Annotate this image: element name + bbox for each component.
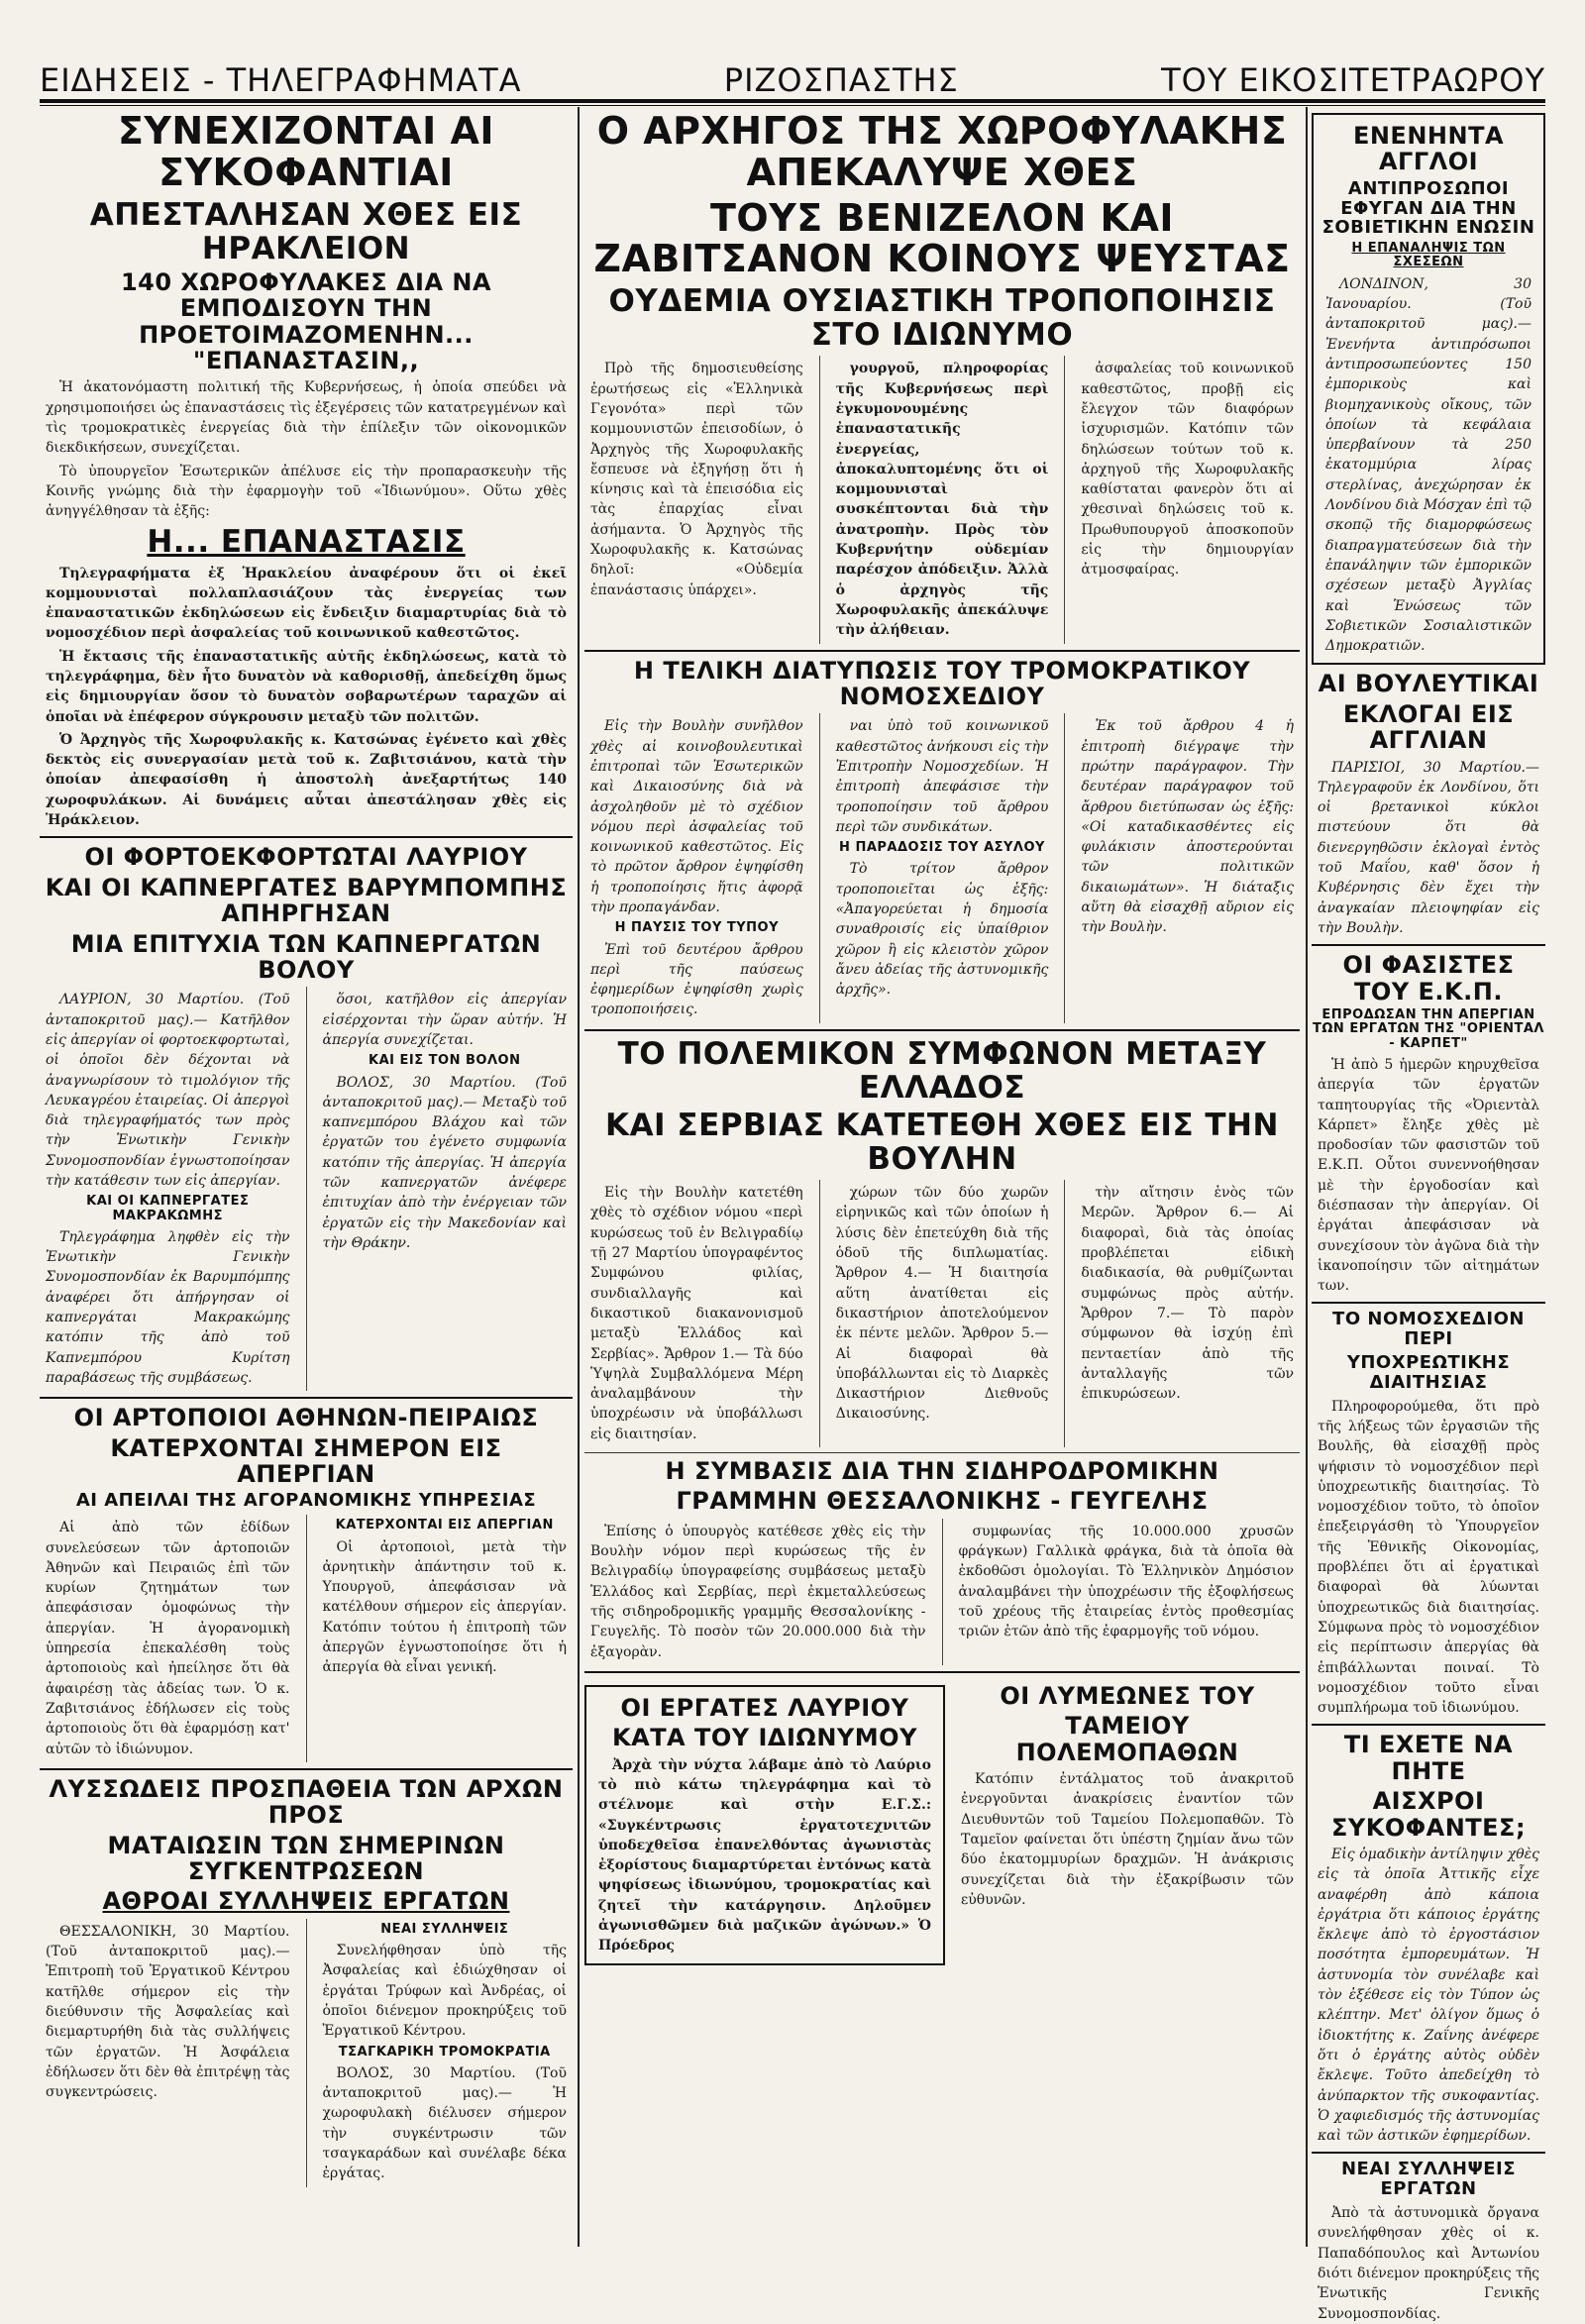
article-text: Ἡ ἀκατονόμαστη πολιτική τῆς Κυβερνήσεως, ἡ ὁποία σπεύδει νὰ χρησιμοποιήσει ὡς ἐπαναστάσεις τὶς ἐξεγέρσεις τῶν κατατρεγμένων καὶ τὶς τρομοκρατικὲς ἐνεργείας διὰ τὴν ἐπίλεξιν τῶν οἰκονομικῶν διεκδικήσεων, συνεχίζεται. xyxy=(46,379,567,457)
article-text: Τηλεγραφήματα ἐξ Ἡρακλείου ἀναφέρουν ὅτι οἱ ἐκεῖ κομμουνισταὶ πολλαπλασιάζουν τὰς ἐνεργείας των ἐπαναστατικῶν ἐκδηλώσεων εἰς ἔνδειξιν διαμαρτυρίας διὰ τὸ νομοσχέδιον περὶ ἀσφαλείας τοῦ κοινωνικοῦ καθεστῶτος. xyxy=(46,565,567,642)
separator xyxy=(40,1397,573,1399)
headline: Η ΤΕΛΙΚΗ ΔΙΑΤΥΠΩΣΙΣ ΤΟΥ ΤΡΟΜΟΚΡΑΤΙΚΟΥ ΝΟΜΟΣΧΕΔΙΟΥ xyxy=(633,656,1251,710)
column-center xyxy=(584,107,1300,2247)
separator xyxy=(1312,944,1545,946)
article-text: Τὸ ὑπουργεῖον Ἐσωτερικῶν ἀπέλυσε εἰς τὴν προπαρασκευὴν τῆς Κοινῆς γνώμης διὰ τὴν ἐφαρμογὴν τοῦ «Ἰδιωνύμου». Οὕτω χθὲς ἀνηγγέλθησαν τὰ ἑξῆς: xyxy=(46,463,567,520)
newspaper-name: ΡΙΖΟΣΠΑΣΤΗΣ xyxy=(723,61,959,99)
article-arrests xyxy=(40,1776,573,2187)
headline: ΚΑΙ ΟΙ ΚΑΠΝΕΡΓΑΤΕΣ ΒΑΡΥΜΠΟΜΠΗΣ ΑΠΗΡΓΗΣΑΝ xyxy=(45,873,568,928)
headline: ΛΥΣΣΩΔΕΙΣ ΠΡΟΣΠΑΘΕΙΑ ΤΩΝ ΑΡΧΩΝ ΠΡΟΣ xyxy=(49,1774,564,1830)
headline: ΟΙ ΦΟΡΤΟΕΚΦΟΡΤΩΤΑΙ ΛΑΥΡΙΟΥ xyxy=(84,843,528,872)
subheadline: ΜΙΑ ΕΠΙΤΥΧΙΑ ΤΩΝ ΚΑΠΝΕΡΓΑΤΩΝ ΒΟΛΟΥ xyxy=(70,929,542,984)
subheadline: ΟΥΔΕΜΙΑ ΟΥΣΙΑΣΤΙΚΗ ΤΡΟΠΟΠΟΙΗΣΙΣ ΣΤΟ ΙΔΙΩΝΥΜΟ xyxy=(608,283,1276,354)
subheadline: ΑΙ ΑΠΕΙΛΑΙ ΤΗΣ ΑΓΟΡΑΝΟΜΙΚΗΣ ΥΠΗΡΕΣΙΑΣ xyxy=(75,1490,537,1512)
headline: ΑΙ ΒΟΥΛΕΥΤΙΚΑΙ xyxy=(1318,670,1539,698)
article-text: Εἰς τὴν Βουλὴν συνῆλθον χθὲς αἱ κοινοβουλευτικαὶ ἐπιτροπαὶ τῶν Ἐσωτερικῶν καὶ Δικαιοσύνης διὰ νὰ ἀσχοληθοῦν μὲ τὸ σχέδιον νόμου περὶ ἀσφαλείας τοῦ κοινωνικοῦ καθεστῶτος. Εἰς τὸ πρῶτον ἄρθρον ἐψηφίσθη ἡ τροποποίησις ἥτις ἀφορᾷ τὴν προπαγάνδαν. xyxy=(590,718,803,915)
section-heading: ΤΣΑΓΚΑΡΙΚΗ ΤΡΟΜΟΚΡΑΤΙΑ xyxy=(338,2044,551,2060)
subheadline: ΕΠΡΟΔΩΣΑΝ ΤΗΝ ΑΠΕΡΓΙΑΝ ΤΩΝ ΕΡΓΑΤΩΝ ΤΗΣ "ΟΡΙΕΝΤΑΛ - ΚΑΡΠΕΤ" xyxy=(1313,1007,1544,1051)
separator xyxy=(1312,1302,1545,1304)
subheadline: Η ΕΠΑΝΑΛΗΨΙΣ ΤΩΝ ΣΧΕΣΕΩΝ xyxy=(1351,241,1506,270)
article-text: ΛΑΥΡΙΟΝ, 30 Μαρτίου. (Τοῦ ἀνταποκριτοῦ μας).— Κατῆλθον εἰς ἀπεργίαν οἱ φορτοεκφορτωταὶ, οἱ ὁποῖοι δὲν δέχονται νὰ ἀναγνωρίσουν τὸ τιμολόγιον τῆς Λευκαγρέου ἐταιρείας. Οἱ ἀπεργοὶ διὰ τηλεγραφήματός των πρὸς τὴν Ἑνωτικὴν Γενικὴν Συνομοσπονδίαν ἐγνωστοποίησαν τὴν κατάθεσιν των εἰς ἀπεργίαν. xyxy=(46,992,290,1189)
article-text: ἀσφαλείας τοῦ κοινωνικοῦ καθεστῶτος, προβῇ εἰς ἔλεγχον τῶν διαφόρων ἰσχυρισμῶν. Κατόπιν τῶν δηλώσεων τούτων τοῦ κ. ἀρχηγοῦ τῆς Χωροφυλακῆς καθίσταται φανερὸν ὅτι αἱ χθεσιναὶ δηλώσεις τοῦ κ. Πρωθυπουργοῦ ἀποσκοποῦν εἰς τὴν δημιουργίαν ἀτμοσφαίρας. xyxy=(1081,361,1295,579)
article-text: Πρὸ τῆς δημοσιευθείσης ἐρωτήσεως εἰς «Ἑλληνικὰ Γεγονότα» περὶ τῶν κομμουνιστῶν ἐπεισοδίων, ὁ Ἀρχηγὸς τῆς Χωροφυλακῆς ἔσπευσε νὰ ἐξηγήσῃ ὅτι ἡ κίνησις καὶ τὰ ἐπεισόδια εἰς τὰς ἐπαρχίας εἶναι ἀσήμαντα. Ὁ Ἀρχηγὸς τῆς Χωροφυλακῆς κ. Κατσώνας δηλοῖ: «Οὐδεμία ἐπανάστασις ὑπάρχει». xyxy=(590,361,803,598)
headline: ΝΕΑΙ ΣΥΛΛΗΨΕΙΣ ΕΡΓΑΤΩΝ xyxy=(1340,2159,1517,2200)
article-lavrio-workers xyxy=(584,1685,945,1965)
article-war-fund xyxy=(955,1679,1300,1971)
article-text: χώρων τῶν δύο χωρῶν εἰρηνικῶς καὶ τῶν ὁποίων ἡ λύσις δὲν ἐπετεύχθη διὰ τῆς ὁδοῦ τῆς διπλωματίας. Ἄρθρον 4.— Ἡ διαιτησία αὕτη ἀνατίθεται εἰς δικαστήριον ἀποτελούμενον ἐκ πέντε μελῶν. Ἄρθρον 5.— Αἱ διαφοραὶ θὰ ὑποβάλλωνται εἰς τὸ Διαρκὲς Δικαστήριον Διεθνοῦς Δικαιοσύνης. xyxy=(835,1185,1049,1423)
article-police-chief xyxy=(584,111,1300,644)
headline: ΑΠΕΣΤΑΛΗΣΑΝ ΧΘΕΣ ΕΙΣ ΗΡΑΚΛΕΙΟΝ xyxy=(89,196,523,266)
section-subtitle: ΤΟΥ ΕΙΚΟΣΙΤΕΤΡΑΩΡΟΥ xyxy=(1161,61,1545,99)
article-text: τὴν αἴτησιν ἑνὸς τῶν Μερῶν. Ἄρθρον 6.— Αἱ διαφοραὶ, διὰ τὰς ὁποίας προβλέπεται εἰδικὴ διαδικασία, θὰ ρυθμίζωνται συμφώνως πρὸς αὐτήν. Ἄρθρον 7.— Τὸ παρὸν σύμφωνον θὰ ἰσχύῃ ἐπὶ πενταετίαν ἀπὸ τῆς ἀνταλλαγῆς τῶν ἐπικυρώσεων. xyxy=(1081,1185,1295,1403)
article-bill-final xyxy=(584,658,1300,1023)
article-text: Κατόπιν ἐντάλματος τοῦ ἀνακριτοῦ ἐνεργοῦνται ἀνακρίσεις ἐναντίον τῶν Διευθυντῶν τοῦ Ταμείου Πολεμοπαθῶν. Τὸ Ταμεῖον φαίνεται ὅτι ὑπέστη ζημίαν ἄνω τῶν δύο ἑκατομμυρίων δραχμῶν. Ἡ ἀνάκρισις συνεχίζεται διὰ τὴν ἐξακρίβωσιν τῶν εὐθυνῶν. xyxy=(961,1771,1294,1908)
article-text: ΠΑΡΙΣΙΟΙ, 30 Μαρτίου.— Τηλεγραφοῦν ἐκ Λονδίνου, ὅτι οἱ βρετανικοὶ κύκλοι πιστεύουν ὅτι θὰ διενεργηθῶσιν ἐκλογαὶ ἐντὸς τοῦ Μαΐου, καθ' ὅσον ἡ Κυβέρνησις δὲν ἔχει τὴν ἀναγκαίαν πλειοψηφίαν εἰς τὴν Βουλὴν. xyxy=(1318,759,1539,936)
separator xyxy=(584,1029,1300,1031)
headline: ΣΥΝΕΧΙΖΟΝΤΑΙ ΑΙ ΣΥΚΟΦΑΝΤΙΑΙ xyxy=(117,109,495,194)
article-text: Πληροφορούμεθα, ὅτι πρὸ τῆς λήξεως τῶν ἐργασιῶν τῆς Βουλῆς, θὰ εἰσαχθῇ πρὸς ψήφισιν τὸ νομοσχέδιον περὶ ὑποχρεωτικῆς διαιτησίας. Τὸ νομοσχέδιον τοῦτο, τὸ ὁποῖον ἐπεξειργάσθη τὸ Ὑπουργεῖον τῆς Ἐθνικῆς Οἰκονομίας, προβλέπει ὅτι αἱ ἐργατικαὶ διαφοραὶ θὰ λύωνται ὑποχρεωτικῶς διὰ διαιτησίας. Σύμφωνα πρὸς τὸ νομοσχέδιον εἰς περίπτωσιν ἀπεργίας θὰ ἐπιβάλλωνται ποιναί. Τὸ νομοσχέδιον τοῦτο εἶναι συμπλήρωμα τοῦ ἰδιωνύμου. xyxy=(1318,1398,1539,1717)
article-sykofantiai xyxy=(40,111,573,521)
headline: ΜΑΤΑΙΩΣΙΝ ΤΩΝ ΣΗΜΕΡΙΝΩΝ ΣΥΓΚΕΝΤΡΩΣΕΩΝ xyxy=(107,1831,505,1885)
article-uk-elections xyxy=(1312,671,1545,938)
article-text: γουργοῦ, πληροφορίας τῆς Κυβερνήσεως περὶ ἐγκυμονουμένης ἐπαναστατικῆς ἐνεργείας, ἀποκαλυπτομένης ὅτι οἱ κομμουνισταὶ συσκέπτονται διὰ τὴν ἀνατροπὴν. Πρὸς τὸν Κυβερνήτην οὐδεμίαν παρέσχον ἀπόδειξιν. Ἀλλὰ ὁ ἀρχηγὸς τῆς Χωροφυλακῆς ἀπεκάλυψε τὴν ἀλήθειαν. xyxy=(835,361,1049,639)
article-text: Ἐπίσης ὁ ὑπουργὸς κατέθεσε χθὲς εἰς τὴν Βουλὴν νόμον περὶ κυρώσεως τῆς ἐν Βελιγραδίῳ ὑπογραφείσης συμβάσεως μεταξὺ Ἑλλάδος καὶ Σερβίας, περὶ ἐκμεταλλεύσεως τῆς σιδηροδρομικῆς γραμμῆς Θεσσαλονίκης - Γευγελῆς. Τὸ ποσὸν τῶν 20.000.000 διὰ τὴν ἐξαγορὰν. xyxy=(590,1523,926,1660)
headline: ΚΑΤΑ ΤΟΥ ΙΔΙΩΝΥΜΟΥ xyxy=(612,1724,917,1752)
headline: ΤΑΜΕΙΟΥ ΠΟΛΕΜΟΠΑΘΩΝ xyxy=(1015,1712,1239,1766)
headline: ΕΚΛΟΓΑΙ ΕΙΣ ΑΓΓΛΙΑΝ xyxy=(1342,699,1515,755)
section-heading: ΚΑΙ ΟΙ ΚΑΠΝΕΡΓΑΤΕΣ ΜΑΚΡΑΚΩΜΗΣ xyxy=(86,1194,250,1223)
headline: ΕΝΕΝΗΝΤΑ ΑΓΓΛΟΙ xyxy=(1352,122,1505,176)
headline: ΟΙ ΕΡΓΑΤΕΣ ΛΑΥΡΙΟΥ xyxy=(620,1693,909,1722)
section-heading: ΝΕΑΙ ΣΥΛΛΗΨΕΙΣ xyxy=(380,1921,509,1937)
headline: Η ΣΥΜΒΑΣΙΣ ΔΙΑ ΤΗΝ ΣΙΔΗΡΟΔΡΟΜΙΚΗΝ xyxy=(665,1457,1219,1485)
masthead-rule xyxy=(40,99,1545,103)
article-text: Ἡ ἔκτασις τῆς ἐπαναστατικῆς αὐτῆς ἐκδηλώσεως, κατὰ τὸ τηλεγράφημα, δὲν ἦτο δυνατὸν νὰ καθορισθῇ, ἀπεδείχθη ὅμως εἰς δημιουργίαν ὅσον τὸ δυνατὸν σοβαρωτέρων ταραχῶν αἱ ὁποῖαι νὰ ἐπέφερον σύγκρουσιν μεταξὺ τῶν πολιτῶν. xyxy=(46,648,567,725)
article-text: Τὸ τρίτον ἄρθρον τροποποιεῖται ὡς ἑξῆς: «Ἀπαγορεύεται ἡ δημοσία συναθροισίς εἰς ὑπαίθριον χῶρον ἢ εἰς κλειστὸν χῶρον ἄνευ ἀδείας τῆς ἀστυνομικῆς ἀρχῆς». xyxy=(835,861,1049,999)
subheadline: 140 ΧΩΡΟΦΥΛΑΚΕΣ ΔΙΑ ΝΑ ΕΜΠΟΔΙΣΟΥΝ ΤΗΝ ΠΡΟΕΤΟΙΜΑΖΟΜΕΝΗΝ... "ΕΠΑΝΑΣΤΑΣΙΝ,, xyxy=(120,267,492,374)
section-heading: ΚΑΤΕΡΧΟΝΤΑΙ ΕΙΣ ΑΠΕΡΓΙΑΝ xyxy=(335,1518,554,1533)
article-slanderers xyxy=(1312,1732,1545,2146)
separator xyxy=(584,1452,1300,1453)
article-text: ναι ὑπὸ τοῦ κοινωνικοῦ καθεστῶτος ἀνήκουσι εἰς τὴν Ἐπιτροπὴν Νομοσχεδίων. Ἡ ἐπιτροπὴ ἀπεφάσισε τὴν τροποποίησιν τοῦ ἄρθρου περὶ τῶν συνδικάτων. xyxy=(835,718,1049,835)
separator xyxy=(584,650,1300,652)
column-divider xyxy=(578,107,580,2247)
subheadline: ΑΘΡΟΑΙ ΣΥΛΛΗΨΕΙΣ ΕΡΓΑΤΩΝ xyxy=(102,1887,510,1916)
article-text: Ἀρχὰ τὴν νύχτα λάβαμε ἀπὸ τὸ Λαύριο τὸ πιὸ κάτω τηλεγράφημα καὶ τὸ στέλνομε καὶ στὴν Ε.Γ.Σ.: «Συγκέντρωσις ἐργατοτεχνιτῶν ὑποδεχθεῖσα ἐπανελθόντας ἀγωνιστὰς ἐξορίστους διαμαρτύρεται ἐντόνως κατὰ ψηφίσεως ἰδιωνύμου, τρομοκρατίας καὶ ζητεῖ τὴν κατάργησιν. Δηλοῦμεν ἀγωνισθῶμεν διὰ μαζικῶν ἀγώνων.» Ὁ Πρόεδρος xyxy=(598,1756,931,1954)
article-text: Εἰς ὁμαδικὴν ἀντίληψιν χθὲς εἰς τὰ ὁποῖα Ἀττικῆς εἶχε αναφέρθη ἀπὸ κάποια ἐργάτρια ὅτι κάποιος ἐργάτης ἔκλεψε ἀπὸ τὸ ἐργοστάσιον ποσότητα ἐμπορευμάτων. Ἡ ἀστυνομία τὸν συνέλαβε καὶ τὸν ἐξέθεσε εἰς τὸν Τύπον ὡς κλέπτην. Μετ' ὀλίγον ὅμως ὁ ἰδιοκτήτης κ. Ζαΐνης ἀνέφερε ὅτι ὁ ἐργάτης αὐτὸς οὐδὲν ἔκλεψε. Τοῦτο ἀπεδείχθη τὸ ἀνύπαρκτον τῆς συκοφαντίας. Ὁ χαφιεδισμός τῆς ἀστυνομίας καὶ τῶν ἀστικῶν ἐφημερίδων. xyxy=(1318,1846,1539,2145)
article-arbitration-bill xyxy=(1312,1310,1545,1718)
article-text: Ἡ ἀπὸ 5 ἡμερῶν κηρυχθεῖσα ἀπεργία τῶν ἐργατῶν ταπητουργίας τῆς «Ὀριεντὰλ Κάρπετ» ἔληξε χθὲς μὲ προδοσίαν τῶν φασιστῶν τοῦ Ε.Κ.Π. Οὗτοι συνεννοήθησαν μὲ τὴν ἐργοδοσίαν καὶ διέσπασαν τὴν ἀπεργίαν. Οἱ ἐργάται ἀπεφάσισαν νὰ συνεχίσουν τὸν ἀγῶνα διὰ τὴν ἱκανοποίησιν τῶν αἰτημάτων των. xyxy=(1318,1056,1539,1295)
article-text: ΛΟΝΔΙΝΟΝ, 30 Ἰανουαρίου. (Τοῦ ἀνταποκριτοῦ μας).— Ἐνενήντα ἀντιπρόσωποι ἀντιπροσωπεύοντες 150 ἐμπορικοὺς καὶ βιομηχανικοὺς οἴκους, τῶν ὁποίων τὰ κεφάλαια ὑπερβαίνουν τὰ 250 ἑκατομμύρια λίρας στερλίνας, ἀνεχώρησαν ἐκ Λονδίνου διὰ Μόσχαν ἐπὶ τῷ σκοπῷ τῆς διαμορφώσεως διαπραγματεύσεων διὰ τὴν ἐπανάληψιν τῶν ἐμπορικῶν σχέσεων μεταξὺ Ἀγγλίας καὶ Ἑνώσεως τῶν Σοβιετικῶν Σοσιαλιστικῶν Δημοκρατιῶν. xyxy=(1325,275,1532,655)
section-heading: Η ΠΑΥΣΙΣ ΤΟΥ ΤΥΠΟΥ xyxy=(614,920,780,936)
section-heading: Η ΠΑΡΑΔΟΣΙΣ ΤΟΥ ΑΣΥΛΟΥ xyxy=(839,840,1045,856)
article-text: ΘΕΣΣΑΛΟΝΙΚΗ, 30 Μαρτίου. (Τοῦ ἀνταποκριτοῦ μας).— Ἐπιτροπὴ τοῦ Ἐργατικοῦ Κέντρου κατῆλθε σήμερον εἰς τὴν διεύθυνσιν τῆς Ἀσφαλείας καὶ διεμαρτυρήθη διὰ τὰς συλλήψεις τῶν ἐργατῶν. Ἡ Ἀσφάλεια ἐδήλωσεν ὅτι δὲν θὰ ἐπιτρέψῃ τὰς συγκεντρώσεις. xyxy=(46,1923,290,2101)
article-text: συμφωνίας τῆς 10.000.000 χρυσῶν φράγκων) Γαλλικὰ φράγκα, διὰ τὰ ὁποῖα θὰ ἐκδοθῶσι ὁμολογίαι. Τὸ Ἑλληνικὸν Δημόσιον ἀναλαμβάνει τὴν ὑποχρέωσιν τῆς ἐξοφλήσεως τοῦ χρέους τῆς ἑταιρείας ἐντὸς προθεσμίας τριῶν ἐτῶν ἀπὸ τῆς ἐφαρμογῆς τοῦ νόμου. xyxy=(958,1523,1294,1640)
article-text: Ἐκ τοῦ ἄρθρου 4 ἡ ἐπιτροπὴ διέγραψε τὴν πρώτην παράγραφον. Τὴν δευτέραν παράγραφον τοῦ ἄρθρου διετύπωσαν ὡς ἑξῆς: «Οἱ καταδικασθέντες εἰς φυλάκισιν ἀποστερούνται τῶν πολιτικῶν δικαιωμάτων». Ἡ διάταξις αὕτη θὰ εἰσαχθῇ αὔριον εἰς τὴν Βουλὴν. xyxy=(1081,718,1295,936)
headline: Ο ΑΡΧΗΓΟΣ ΤΗΣ ΧΩΡΟΦΥΛΑΚΗΣ ΑΠΕΚΑΛΥΨΕ ΧΘΕΣ xyxy=(596,109,1288,194)
separator xyxy=(40,836,573,838)
headline: ΟΙ ΦΑΣΙΣΤΕΣ ΤΟΥ Ε.Κ.Π. xyxy=(1342,951,1515,1005)
headline: ΤΟ ΠΟΛΕΜΙΚΟΝ ΣΥΜΦΩΝΟΝ ΜΕΤΑΞΥ ΕΛΛΑΔΟΣ xyxy=(617,1035,1267,1106)
article-epanastasis xyxy=(40,525,573,830)
headline: ΚΑΤΕΡΧΟΝΤΑΙ ΣΗΜΕΡΟΝ ΕΙΣ ΑΠΕΡΓΙΑΝ xyxy=(110,1433,502,1489)
article-text: Ὁ Ἀρχηγὸς τῆς Χωροφυλακῆς κ. Κατσώνας ἐγένετο καὶ χθὲς δεκτὸς εἰς συνεργασίαν μετὰ τοῦ κ. Ζαβιτσιάνου, κατὰ τὴν ὁποίαν ἀπεφασίσθη ἡ ἀποστολὴ ἀνεξαρτήτως 140 χωροφυλάκων. Αἱ δυνάμεις αὗται ἀπεστάλησαν χθὲς εἰς Ἡράκλειον. xyxy=(46,731,567,829)
article-text: Συνελήφθησαν ὑπὸ τῆς Ἀσφαλείας καὶ ἐδιώχθησαν οἱ ἐργάται Τρύφων καὶ Ἀνδρέας, οἱ ὁποῖοι διένεμον προκηρύξεις τοῦ Ἐργατικοῦ Κέντρου. xyxy=(322,1943,567,2040)
headline: ΑΝΤΙΠΡΟΣΩΠΟΙ ΕΦΥΓΑΝ ΔΙΑ ΤΗΝ ΣΟΒΙΕΤΙΚΗΝ ΕΝΩΣΙΝ xyxy=(1321,177,1535,239)
separator xyxy=(1312,1724,1545,1726)
separator xyxy=(584,1671,1300,1673)
column-left xyxy=(40,107,573,2247)
headline: ΓΡΑΜΜΗΝ ΘΕΣΣΑΛΟΝΙΚΗΣ - ΓΕΥΓΕΛΗΣ xyxy=(676,1487,1209,1516)
headline: ΤΟΥΣ ΒΕΝΙΖΕΛΟΝ ΚΑΙ ΖΑΒΙΤΣΑΝΟΝ ΚΟΙΝΟΥΣ ΨΕΥΣΤΑΣ xyxy=(593,195,1291,281)
article-text: Αἱ ἀπὸ τῶν ἐδίδων συνελεύσεων τῶν ἀρτοποιῶν Ἀθηνῶν καὶ Πειραιῶς ἐπὶ τῶν κυρίων ζητημάτων των ἀπεφάσισαν ὁμοφώνως τὴν ἀπεργίαν. Ἡ ἀγορανομικὴ ὑπηρεσία ἐπεκαλέσθη τοὺς ἀρτοποιοὺς καὶ ἠπείλησε ὅτι θὰ ἀφαιρέσῃ τὰς ἀδείας των. Ὁ κ. Ζαβιτσιάνος ἐδήλωσεν εἰς τοὺς ἀρτοποιοὺς ὅτι θὰ ἐφαρμόσῃ κατ' αὐτῶν τὸ ἰδιώνυμον. xyxy=(46,1520,290,1757)
article-bakers-strike xyxy=(40,1405,573,1762)
masthead-rule-thin xyxy=(40,105,1545,106)
headline: ΟΙ ΑΡΤΟΠΟΙΟΙ ΑΘΗΝΩΝ-ΠΕΙΡΑΙΩΣ xyxy=(73,1404,539,1432)
article-war-pact xyxy=(584,1037,1300,1447)
headline: ΚΑΙ ΣΕΡΒΙΑΣ ΚΑΤΕΤΕΘΗ ΧΘΕΣ ΕΙΣ ΤΗΝ ΒΟΥΛΗΝ xyxy=(605,1107,1279,1178)
headline: ΟΙ ΛΥΜΕΩΝΕΣ ΤΟΥ xyxy=(1000,1681,1255,1710)
headline: Η... ΕΠΑΝΑΣΤΑΣΙΣ xyxy=(147,524,466,561)
article-text: Ἀπὸ τὰ ἀστυνομικὰ ὄργανα συνελήφθησαν χθὲς οἱ κ. Παπαδόπουλος καὶ Ἀντωνίου διότι διένεμον προκηρύξεις τῆς Ἑνωτικῆς Γενικῆς Συνομοσπονδίας. xyxy=(1318,2205,1539,2322)
article-text: Οἱ ἀρτοποιοὶ, μετὰ τὴν ἀρνητικὴν ἀπάντησιν τοῦ κ. Υπουργοῦ, ἀπεφάσισαν νὰ κατέλθουν σήμερον εἰς ἀπεργίαν. Κατόπιν τούτου ἡ ἐπιτροπὴ τῶν ἀπεργῶν ἐγνωστοποίησε ὅτι ἡ ἀπεργία θὰ εἶναι γενική. xyxy=(322,1538,567,1676)
article-text: Τηλεγράφημα ληφθὲν εἰς τὴν Ἑνωτικὴν Γενικὴν Συνομοσπονδίαν ἐκ Βαρυμπόμπης ἀναφέρει ὅτι ἀπήργησαν οἱ καπνεργάται Μακρακώμης κατόπιν τῆς ἀπὸ τοῦ Καπνεμπόρου Κυρίτση παραβάσεως τῆς συμβάσεως. xyxy=(46,1228,290,1386)
article-text: ΒΟΛΟΣ, 30 Μαρτίου. (Τοῦ ἀνταποκριτοῦ μας).— Ἡ χωροφυλακὴ διέλυσεν σήμερον τὴν συγκέντρωσιν τῶν τσαγκαράδων καὶ συνέλαβε δέκα ἐργάτας. xyxy=(322,2064,567,2182)
headline: ΤΙ ΕΧΕΤΕ ΝΑ ΠΗΤΕ xyxy=(1343,1731,1514,1785)
masthead xyxy=(40,50,1545,99)
headline: ΑΙΣΧΡΟΙ ΣΥΚΟΦΑΝΤΕΣ; xyxy=(1330,1787,1527,1842)
article-text: ὅσοι, κατῆλθον εἰς ἀπεργίαν εἰσέρχονται τὴν ὥραν αὐτήν. Ἡ ἀπεργία συνεχίζεται. xyxy=(322,992,567,1048)
article-new-arrests xyxy=(1312,2160,1545,2323)
article-fascists xyxy=(1312,952,1545,1296)
article-lavrio-strike xyxy=(40,844,573,1391)
separator xyxy=(1312,2152,1545,2154)
column-right xyxy=(1312,107,1545,2322)
column-divider xyxy=(1306,107,1308,2247)
article-text: ΒΟΛΟΣ, 30 Μαρτίου. (Τοῦ ἀνταποκριτοῦ μας).— Μεταξὺ τοῦ καπνεμπόρου Βλάχου καὶ τῶν ἐργατῶν του ἐγένετο συμφωνία κατόπιν τῆς ἀπεργίας. Ἡ ἀπεργία τῶν καπνεργατῶν ἀνέφερε ἐπιτυχίαν ἀπὸ τὴν ἐνέργειαν τῶν ἐργατῶν εἰς τὴν Μακεδονίαν καὶ τὴν Θράκην. xyxy=(322,1074,567,1251)
separator xyxy=(40,1768,573,1770)
section-title: ΕΙΔΗΣΕΙΣ - ΤΗΛΕΓΡΑΦΗΜΑΤΑ xyxy=(40,61,522,99)
article-railway xyxy=(584,1458,1300,1665)
article-english-delegates xyxy=(1312,113,1545,665)
article-text: Ἐπὶ τοῦ δευτέρου ἄρθρου περὶ τῆς παύσεως ἐφημερίδων ἐψηφίσθη χωρὶς τροποποιήσεις. xyxy=(590,941,803,1018)
section-heading: ΚΑΙ ΕΙΣ ΤΟΝ ΒΟΛΟΝ xyxy=(369,1053,521,1069)
headline: ΤΟ ΝΟΜΟΣΧΕΔΙΟΝ ΠΕΡΙ xyxy=(1332,1309,1525,1350)
headline: ΥΠΟΧΡΕΩΤΙΚΗΣ ΔΙΑΙΤΗΣΙΑΣ xyxy=(1346,1352,1511,1393)
article-text: Εἰς τὴν Βουλὴν κατετέθη χθὲς τὸ σχέδιον νόμου «περὶ κυρώσεως τοῦ ἐν Βελιγραδίῳ τῇ 27 Μαρτίου ὑπογραφέντος Συμφώνου φιλίας, συνδιαλλαγῆς καὶ δικαστικοῦ διακανονισμοῦ μεταξὺ Ἑλλάδος καὶ Σερβίας». Ἄρθρον 1.— Τὰ δύο Ὑψηλὰ Συμβαλλόμενα Μέρη ἀναλαμβάνουν τὴν ὑποχρέωσιν νὰ ὑποβάλλωσι εἰς διαιτησίαν. xyxy=(590,1185,803,1442)
